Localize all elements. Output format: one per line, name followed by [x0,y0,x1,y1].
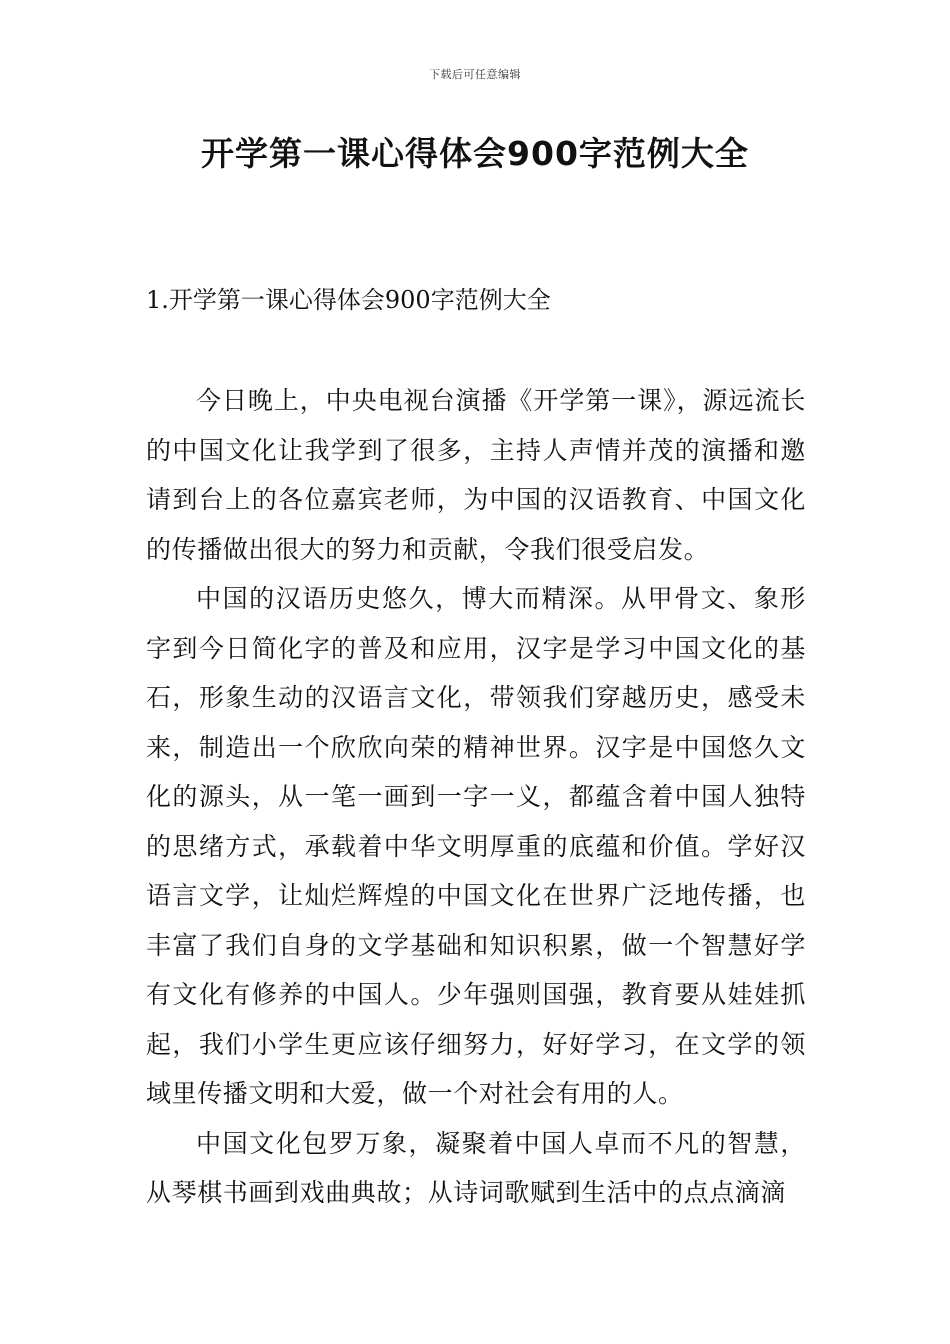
document-title: 开学第一课心得体会900字范例大全 [201,134,749,173]
body-text [146,376,806,1218]
paragraph: 中国文化包罗万象，凝聚着中国人卓而不凡的智慧，从琴棋书画到戏曲典故；从诗词歌赋到生活中的点点滴滴 [146,1128,806,1207]
header-note: 下载后可任意编辑 [429,68,521,81]
paragraph: 今日晚上，中央电视台演播《开学第一课》，源远流长的中国文化让我学到了很多，主持人声情并茂的演播和邀请到台上的各位嘉宾老师，为中国的汉语教育、中国文化的传播做出很大的努力和贡献，令我们很受启发。 [146,386,806,564]
paragraph: 中国的汉语历史悠久，博大而精深。从甲骨文、象形字到今日简化字的普及和应用，汉字是学习中国文化的基石，形象生动的汉语言文化，带领我们穿越历史，感受未来，制造出一个欣欣向荣的精神世界。汉字是中国悠久文化的源头，从一笔一画到一字一义，都蕴含着中国人独特的思绪方式，承载着中华文明厚重的底蕴和价值。学好汉语言文学，让灿烂辉煌的中国文化在世界广泛地传播，也丰富了我们自身的文学基础和知识积累，做一个智慧好学有文化有修养的中国人。少年强则国强，教育要从娃娃抓起，我们小学生更应该仔细努力，好好学习，在文学的领域里传播文明和大爱，做一个对社会有用的人。 [146,584,806,1108]
section-heading: 1.开学第一课心得体会900字范例大全 [146,286,551,314]
